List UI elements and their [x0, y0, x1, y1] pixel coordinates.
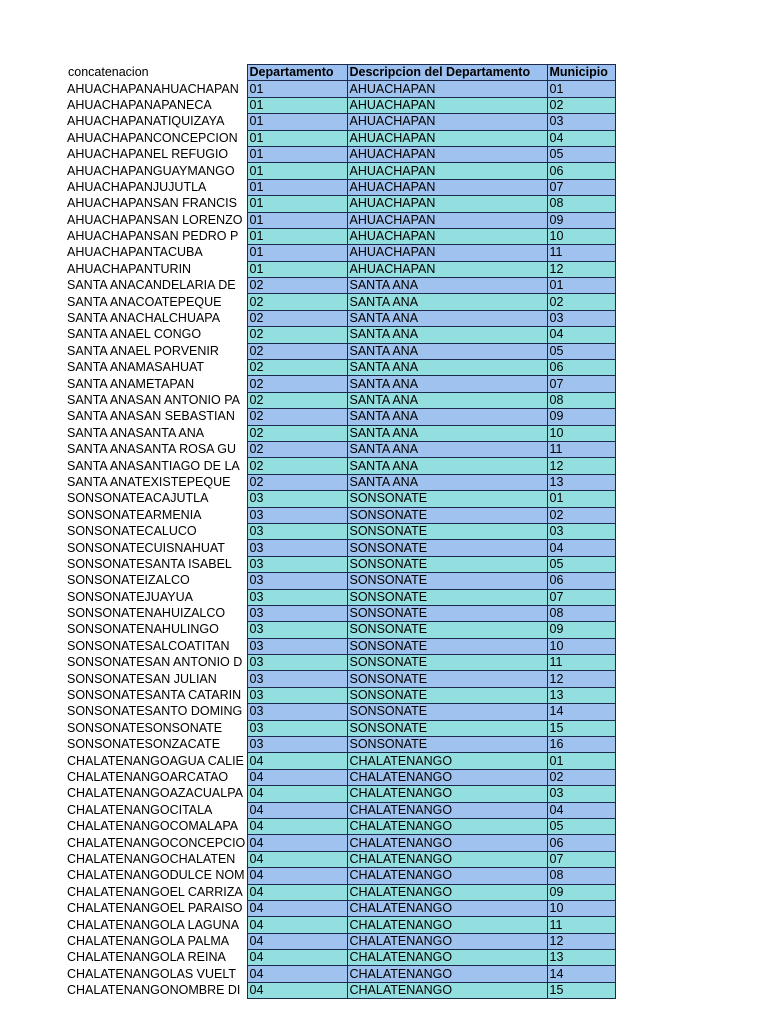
- table-row: [66, 737, 615, 753]
- cell-departamento[interactable]: 01: [247, 212, 347, 228]
- cell-concatenacion[interactable]: SANTA ANACANDELARIA DE: [66, 278, 247, 294]
- cell-concatenacion[interactable]: CHALATENANGOCONCEPCIO: [67, 835, 246, 850]
- cell-descripcion[interactable]: AHUACHAPAN: [347, 196, 547, 212]
- cell-municipio[interactable]: 12: [547, 933, 615, 949]
- table-row: [66, 671, 615, 687]
- cell-municipio[interactable]: 09: [547, 622, 615, 638]
- cell-departamento[interactable]: 03: [247, 491, 347, 507]
- cell-concatenacion[interactable]: SONSONATESONSONATE: [66, 720, 247, 736]
- cell-municipio[interactable]: 12: [547, 261, 615, 277]
- cell-concatenacion[interactable]: AHUACHAPANJUJUTLA: [66, 179, 247, 195]
- cell-descripcion[interactable]: SONSONATE: [347, 605, 547, 621]
- cell-departamento[interactable]: 03: [247, 589, 347, 605]
- table-row: [66, 589, 615, 605]
- cell-departamento[interactable]: 04: [247, 802, 347, 818]
- cell-departamento[interactable]: 03: [247, 655, 347, 671]
- cell-departamento[interactable]: 02: [247, 343, 347, 359]
- cell-municipio[interactable]: 10: [547, 228, 615, 244]
- table-row: [66, 655, 615, 671]
- cell-municipio[interactable]: 05: [547, 343, 615, 359]
- cell-municipio[interactable]: 11: [547, 441, 615, 457]
- cell-descripcion[interactable]: SANTA ANA: [347, 474, 547, 490]
- cell-departamento[interactable]: 04: [247, 950, 347, 966]
- cell-municipio[interactable]: 11: [547, 917, 615, 933]
- table-row: [66, 786, 615, 802]
- cell-municipio[interactable]: 01: [547, 491, 615, 507]
- cell-departamento[interactable]: 01: [247, 245, 347, 261]
- cell-departamento[interactable]: 01: [247, 228, 347, 244]
- cell-concatenacion[interactable]: CHALATENANGOCHALATEN: [66, 851, 247, 867]
- cell-descripcion[interactable]: SANTA ANA: [347, 409, 547, 425]
- table-row: [66, 523, 615, 539]
- cell-departamento[interactable]: 02: [247, 425, 347, 441]
- table-row: [66, 474, 615, 490]
- table-row: [66, 114, 615, 130]
- cell-concatenacion[interactable]: CHALATENANGOLA PALMA: [66, 933, 247, 949]
- cell-concatenacion[interactable]: AHUACHAPANTURIN: [66, 261, 247, 277]
- cell-departamento[interactable]: 03: [247, 605, 347, 621]
- cell-descripcion[interactable]: CHALATENANGO: [347, 900, 547, 916]
- cell-descripcion[interactable]: AHUACHAPAN: [347, 179, 547, 195]
- cell-descripcion[interactable]: SONSONATE: [347, 622, 547, 638]
- cell-departamento[interactable]: 01: [247, 179, 347, 195]
- cell-municipio[interactable]: 09: [547, 212, 615, 228]
- table-row: [66, 130, 615, 146]
- header-descripcion-departamento[interactable]: Descripcion del Departamento: [347, 65, 547, 81]
- cell-departamento[interactable]: 04: [247, 933, 347, 949]
- cell-departamento[interactable]: 04: [247, 982, 347, 998]
- cell-municipio[interactable]: 03: [547, 310, 615, 326]
- table-row: [66, 294, 615, 310]
- cell-concatenacion[interactable]: AHUACHAPANSAN LORENZO: [66, 212, 247, 228]
- cell-departamento[interactable]: 02: [247, 392, 347, 408]
- table-row: [66, 278, 615, 294]
- cell-descripcion[interactable]: CHALATENANGO: [347, 868, 547, 884]
- cell-departamento[interactable]: 04: [247, 769, 347, 785]
- cell-departamento[interactable]: 01: [247, 146, 347, 162]
- cell-concatenacion[interactable]: SANTA ANASAN SEBASTIAN: [66, 409, 247, 425]
- cell-descripcion[interactable]: SANTA ANA: [347, 327, 547, 343]
- cell-descripcion[interactable]: CHALATENANGO: [347, 884, 547, 900]
- cell-municipio[interactable]: 01: [547, 81, 615, 97]
- cell-descripcion[interactable]: SONSONATE: [347, 737, 547, 753]
- cell-concatenacion[interactable]: SONSONATESALCOATITAN: [66, 638, 247, 654]
- table-row: [66, 360, 615, 376]
- cell-departamento[interactable]: 01: [247, 130, 347, 146]
- cell-municipio[interactable]: 05: [547, 146, 615, 162]
- cell-municipio[interactable]: 03: [547, 523, 615, 539]
- cell-municipio[interactable]: 08: [547, 605, 615, 621]
- cell-concatenacion[interactable]: AHUACHAPANAPANECA: [66, 97, 247, 113]
- cell-departamento[interactable]: 04: [247, 884, 347, 900]
- cell-concatenacion[interactable]: CHALATENANGOLA LAGUNA: [66, 917, 247, 933]
- cell-descripcion[interactable]: SONSONATE: [347, 573, 547, 589]
- cell-concatenacion[interactable]: AHUACHAPANSAN PEDRO P: [66, 228, 247, 244]
- table-row: [66, 196, 615, 212]
- cell-descripcion[interactable]: SONSONATE: [347, 638, 547, 654]
- table-row: [66, 409, 615, 425]
- cell-descripcion[interactable]: SONSONATE: [347, 720, 547, 736]
- cell-departamento[interactable]: 02: [247, 409, 347, 425]
- cell-descripcion[interactable]: CHALATENANGO: [347, 917, 547, 933]
- cell-descripcion[interactable]: SANTA ANA: [347, 343, 547, 359]
- cell-descripcion[interactable]: CHALATENANGO: [347, 982, 547, 998]
- cell-departamento[interactable]: 03: [247, 704, 347, 720]
- cell-descripcion[interactable]: AHUACHAPAN: [347, 163, 547, 179]
- cell-descripcion[interactable]: CHALATENANGO: [347, 818, 547, 834]
- cell-municipio[interactable]: 08: [547, 196, 615, 212]
- cell-municipio[interactable]: 02: [547, 294, 615, 310]
- cell-municipio[interactable]: 01: [547, 753, 615, 769]
- data-table: [66, 64, 616, 999]
- table-row: [66, 835, 615, 851]
- cell-descripcion[interactable]: CHALATENANGO: [347, 802, 547, 818]
- cell-departamento[interactable]: 02: [247, 360, 347, 376]
- table-row: [66, 343, 615, 359]
- cell-departamento[interactable]: 01: [247, 97, 347, 113]
- table-row: [66, 179, 615, 195]
- table-row: [66, 900, 615, 916]
- cell-descripcion[interactable]: CHALATENANGO: [347, 933, 547, 949]
- table-body: [66, 81, 615, 999]
- table-row: [66, 687, 615, 703]
- table-row: [66, 81, 615, 97]
- cell-descripcion[interactable]: CHALATENANGO: [347, 753, 547, 769]
- cell-descripcion[interactable]: AHUACHAPAN: [347, 97, 547, 113]
- cell-descripcion[interactable]: AHUACHAPAN: [347, 130, 547, 146]
- table-row: [66, 933, 615, 949]
- cell-municipio[interactable]: 05: [547, 556, 615, 572]
- table-row: [66, 228, 615, 244]
- cell-descripcion[interactable]: SANTA ANA: [347, 360, 547, 376]
- cell-concatenacion[interactable]: SANTA ANASAN ANTONIO PA: [66, 392, 247, 408]
- cell-municipio[interactable]: 12: [547, 671, 615, 687]
- cell-concatenacion[interactable]: AHUACHAPANEL REFUGIO: [66, 146, 247, 162]
- cell-municipio[interactable]: 15: [547, 982, 615, 998]
- cell-concatenacion[interactable]: SANTA ANAEL PORVENIR: [66, 343, 247, 359]
- cell-municipio[interactable]: 14: [547, 966, 615, 982]
- cell-departamento[interactable]: 02: [247, 294, 347, 310]
- cell-concatenacion[interactable]: CHALATENANGOLA REINA: [66, 950, 247, 966]
- spreadsheet: [66, 64, 616, 999]
- cell-descripcion[interactable]: SONSONATE: [347, 491, 547, 507]
- table-row: [66, 310, 615, 326]
- cell-descripcion[interactable]: SONSONATE: [347, 704, 547, 720]
- cell-concatenacion[interactable]: AHUACHAPANCONCEPCION: [66, 130, 247, 146]
- cell-departamento[interactable]: 03: [247, 523, 347, 539]
- cell-municipio[interactable]: 13: [547, 687, 615, 703]
- table-row: [66, 97, 615, 113]
- cell-concatenacion[interactable]: SONSONATESANTA ISABEL: [66, 556, 247, 572]
- table-row: [66, 245, 615, 261]
- cell-descripcion[interactable]: SONSONATE: [347, 589, 547, 605]
- cell-municipio[interactable]: 04: [547, 327, 615, 343]
- cell-municipio[interactable]: 07: [547, 851, 615, 867]
- cell-descripcion[interactable]: AHUACHAPAN: [347, 245, 547, 261]
- cell-concatenacion[interactable]: SONSONATECALUCO: [66, 523, 247, 539]
- cell-concatenacion[interactable]: CHALATENANGOEL PARAISO: [66, 900, 247, 916]
- cell-descripcion[interactable]: SANTA ANA: [347, 392, 547, 408]
- cell-departamento[interactable]: 02: [247, 278, 347, 294]
- cell-descripcion[interactable]: SONSONATE: [347, 671, 547, 687]
- cell-departamento[interactable]: 02: [247, 441, 347, 457]
- table-row: [66, 540, 615, 556]
- cell-departamento[interactable]: 02: [247, 458, 347, 474]
- cell-municipio[interactable]: 07: [547, 589, 615, 605]
- cell-descripcion[interactable]: CHALATENANGO: [347, 966, 547, 982]
- cell-departamento[interactable]: 01: [247, 196, 347, 212]
- cell-departamento[interactable]: 03: [247, 671, 347, 687]
- table-row: [66, 507, 615, 523]
- cell-concatenacion[interactable]: SONSONATESAN ANTONIO D: [66, 655, 247, 671]
- cell-departamento[interactable]: 02: [247, 474, 347, 490]
- table-row: [66, 605, 615, 621]
- cell-municipio[interactable]: 10: [547, 425, 615, 441]
- cell-municipio[interactable]: 16: [547, 737, 615, 753]
- table-row: [66, 638, 615, 654]
- cell-municipio[interactable]: 04: [547, 130, 615, 146]
- header-departamento[interactable]: Departamento: [247, 65, 347, 81]
- cell-departamento[interactable]: 02: [247, 376, 347, 392]
- cell-municipio[interactable]: 06: [547, 835, 615, 851]
- table-row: [66, 966, 615, 982]
- cell-concatenacion[interactable]: SANTA ANACOATEPEQUE: [66, 294, 247, 310]
- cell-departamento[interactable]: 03: [247, 556, 347, 572]
- table-row: [66, 851, 615, 867]
- cell-descripcion[interactable]: AHUACHAPAN: [347, 228, 547, 244]
- cell-descripcion[interactable]: CHALATENANGO: [347, 769, 547, 785]
- cell-departamento[interactable]: 04: [247, 868, 347, 884]
- cell-departamento[interactable]: 03: [247, 622, 347, 638]
- cell-concatenacion[interactable]: CHALATENANGONOMBRE DI: [66, 982, 247, 998]
- cell-municipio[interactable]: 02: [547, 769, 615, 785]
- cell-concatenacion[interactable]: AHUACHAPANGUAYMANGO: [66, 163, 247, 179]
- table-row: [66, 212, 615, 228]
- cell-municipio[interactable]: 06: [547, 163, 615, 179]
- cell-municipio[interactable]: 07: [547, 179, 615, 195]
- cell-descripcion[interactable]: SANTA ANA: [347, 310, 547, 326]
- cell-municipio[interactable]: 03: [547, 786, 615, 802]
- cell-descripcion[interactable]: CHALATENANGO: [347, 835, 547, 851]
- cell-municipio[interactable]: 09: [547, 409, 615, 425]
- cell-departamento[interactable]: 01: [247, 114, 347, 130]
- table-row: [66, 146, 615, 162]
- cell-concatenacion[interactable]: CHALATENANGOLAS VUELT: [66, 966, 247, 982]
- cell-municipio[interactable]: 09: [547, 884, 615, 900]
- cell-municipio[interactable]: 12: [547, 458, 615, 474]
- cell-departamento[interactable]: 04: [247, 753, 347, 769]
- table-row: [66, 458, 615, 474]
- cell-concatenacion[interactable]: SANTA ANAMASAHUAT: [66, 360, 247, 376]
- cell-concatenacion[interactable]: SONSONATENAHULINGO: [66, 622, 247, 638]
- table-row: [66, 917, 615, 933]
- cell-municipio[interactable]: 10: [547, 638, 615, 654]
- cell-concatenacion[interactable]: CHALATENANGOCOMALAPA: [66, 818, 247, 834]
- cell-concatenacion[interactable]: SANTA ANAEL CONGO: [66, 327, 247, 343]
- cell-municipio[interactable]: 03: [547, 114, 615, 130]
- cell-descripcion[interactable]: SANTA ANA: [347, 458, 547, 474]
- cell-descripcion[interactable]: SONSONATE: [347, 655, 547, 671]
- cell-descripcion[interactable]: AHUACHAPAN: [347, 261, 547, 277]
- table-row: [66, 769, 615, 785]
- cell-descripcion[interactable]: SANTA ANA: [347, 376, 547, 392]
- cell-descripcion[interactable]: AHUACHAPAN: [347, 81, 547, 97]
- cell-descripcion[interactable]: CHALATENANGO: [347, 950, 547, 966]
- cell-concatenacion[interactable]: CHALATENANGOARCATAO: [66, 769, 247, 785]
- cell-concatenacion[interactable]: SANTA ANATEXISTEPEQUE: [66, 474, 247, 490]
- cell-descripcion[interactable]: CHALATENANGO: [347, 786, 547, 802]
- cell-municipio[interactable]: 02: [547, 507, 615, 523]
- cell-departamento[interactable]: 04: [247, 966, 347, 982]
- cell-concatenacion[interactable]: SONSONATESONZACATE: [66, 737, 247, 753]
- cell-municipio[interactable]: 13: [547, 950, 615, 966]
- table-row: [66, 720, 615, 736]
- cell-descripcion[interactable]: SANTA ANA: [347, 278, 547, 294]
- cell-descripcion[interactable]: AHUACHAPAN: [347, 146, 547, 162]
- cell-municipio[interactable]: 05: [547, 818, 615, 834]
- cell-municipio[interactable]: 07: [547, 376, 615, 392]
- cell-concatenacion[interactable]: AHUACHAPANTACUBA: [66, 245, 247, 261]
- cell-municipio[interactable]: 06: [547, 573, 615, 589]
- cell-municipio[interactable]: 13: [547, 474, 615, 490]
- cell-concatenacion[interactable]: SANTA ANAMETAPAN: [66, 376, 247, 392]
- cell-departamento[interactable]: 01: [247, 163, 347, 179]
- cell-departamento[interactable]: 03: [247, 720, 347, 736]
- table-row: [66, 884, 615, 900]
- cell-concatenacion[interactable]: CHALATENANGOCITALA: [66, 802, 247, 818]
- cell-departamento[interactable]: 02: [247, 310, 347, 326]
- cell-concatenacion[interactable]: SONSONATESANTO DOMING: [66, 704, 247, 720]
- cell-concatenacion[interactable]: SANTA ANASANTA ROSA GU: [66, 441, 247, 457]
- cell-municipio[interactable]: 01: [547, 278, 615, 294]
- cell-concatenacion[interactable]: SONSONATESANTA CATARIN: [66, 687, 247, 703]
- cell-descripcion[interactable]: SANTA ANA: [347, 294, 547, 310]
- cell-concatenacion[interactable]: SONSONATEJUAYUA: [66, 589, 247, 605]
- cell-departamento[interactable]: 04: [247, 835, 347, 851]
- cell-concatenacion[interactable]: CHALATENANGODULCE NOM: [66, 868, 247, 884]
- cell-departamento[interactable]: 04: [247, 786, 347, 802]
- cell-descripcion[interactable]: CHALATENANGO: [347, 851, 547, 867]
- table-row: [66, 327, 615, 343]
- table-row: [66, 392, 615, 408]
- cell-municipio[interactable]: 04: [547, 802, 615, 818]
- cell-concatenacion[interactable]: SONSONATENAHUIZALCO: [66, 605, 247, 621]
- cell-municipio[interactable]: 15: [547, 720, 615, 736]
- table-row: [66, 261, 615, 277]
- cell-descripcion[interactable]: AHUACHAPAN: [347, 114, 547, 130]
- cell-descripcion[interactable]: SONSONATE: [347, 687, 547, 703]
- cell-concatenacion[interactable]: SONSONATESAN JULIAN: [66, 671, 247, 687]
- cell-municipio[interactable]: 04: [547, 540, 615, 556]
- cell-concatenacion[interactable]: SANTA ANASANTA ANA: [66, 425, 247, 441]
- cell-departamento[interactable]: 01: [247, 261, 347, 277]
- header-concatenacion[interactable]: concatenacion: [68, 65, 149, 80]
- cell-concatenacion[interactable]: CHALATENANGOAGUA CALIE: [66, 753, 247, 769]
- cell-concatenacion[interactable]: AHUACHAPANAHUACHAPAN: [66, 81, 247, 97]
- table-row: [66, 441, 615, 457]
- table-row: [66, 163, 615, 179]
- cell-municipio[interactable]: 11: [547, 655, 615, 671]
- cell-departamento[interactable]: 03: [247, 687, 347, 703]
- table-row: [66, 573, 615, 589]
- cell-descripcion[interactable]: SONSONATE: [347, 556, 547, 572]
- table-row: [66, 376, 615, 392]
- cell-municipio[interactable]: 06: [547, 360, 615, 376]
- cell-concatenacion[interactable]: SANTA ANASANTIAGO DE LA: [66, 458, 247, 474]
- cell-descripcion[interactable]: SANTA ANA: [347, 441, 547, 457]
- cell-municipio[interactable]: 02: [547, 97, 615, 113]
- cell-concatenacion[interactable]: AHUACHAPANATIQUIZAYA: [66, 114, 247, 130]
- cell-departamento[interactable]: 01: [247, 81, 347, 97]
- cell-concatenacion[interactable]: SONSONATECUISNAHUAT: [66, 540, 247, 556]
- cell-descripcion[interactable]: SONSONATE: [347, 507, 547, 523]
- cell-municipio[interactable]: 08: [547, 392, 615, 408]
- header-municipio[interactable]: Municipio: [547, 65, 615, 81]
- cell-municipio[interactable]: 14: [547, 704, 615, 720]
- cell-departamento[interactable]: 03: [247, 540, 347, 556]
- table-row: [66, 753, 615, 769]
- cell-descripcion[interactable]: AHUACHAPAN: [347, 212, 547, 228]
- cell-departamento[interactable]: 04: [247, 818, 347, 834]
- cell-municipio[interactable]: 11: [547, 245, 615, 261]
- cell-departamento[interactable]: 03: [247, 573, 347, 589]
- cell-municipio[interactable]: 08: [547, 868, 615, 884]
- cell-descripcion[interactable]: SONSONATE: [347, 523, 547, 539]
- cell-municipio[interactable]: 10: [547, 900, 615, 916]
- table-row: [66, 491, 615, 507]
- cell-departamento[interactable]: 04: [247, 851, 347, 867]
- cell-concatenacion[interactable]: SONSONATEARMENIA: [66, 507, 247, 523]
- cell-concatenacion[interactable]: SONSONATEIZALCO: [66, 573, 247, 589]
- table-row: [66, 622, 615, 638]
- cell-concatenacion[interactable]: CHALATENANGOEL CARRIZA: [66, 884, 247, 900]
- cell-concatenacion[interactable]: AHUACHAPANSAN FRANCIS: [66, 196, 247, 212]
- cell-concatenacion[interactable]: CHALATENANGOAZACUALPA: [66, 786, 247, 802]
- header-row: [66, 65, 615, 81]
- table-row: [66, 704, 615, 720]
- cell-descripcion[interactable]: SANTA ANA: [347, 425, 547, 441]
- table-row: [66, 868, 615, 884]
- table-row: [66, 982, 615, 998]
- cell-concatenacion[interactable]: SANTA ANACHALCHUAPA: [66, 310, 247, 326]
- table-row: [66, 950, 615, 966]
- table-row: [66, 556, 615, 572]
- cell-departamento[interactable]: 03: [247, 737, 347, 753]
- cell-departamento[interactable]: 02: [247, 327, 347, 343]
- cell-departamento[interactable]: 03: [247, 638, 347, 654]
- cell-departamento[interactable]: 04: [247, 917, 347, 933]
- table-row: [66, 818, 615, 834]
- cell-departamento[interactable]: 03: [247, 507, 347, 523]
- cell-descripcion[interactable]: SONSONATE: [347, 540, 547, 556]
- cell-departamento[interactable]: 04: [247, 900, 347, 916]
- table-row: [66, 802, 615, 818]
- cell-concatenacion[interactable]: SONSONATEACAJUTLA: [66, 491, 247, 507]
- table-row: [66, 425, 615, 441]
